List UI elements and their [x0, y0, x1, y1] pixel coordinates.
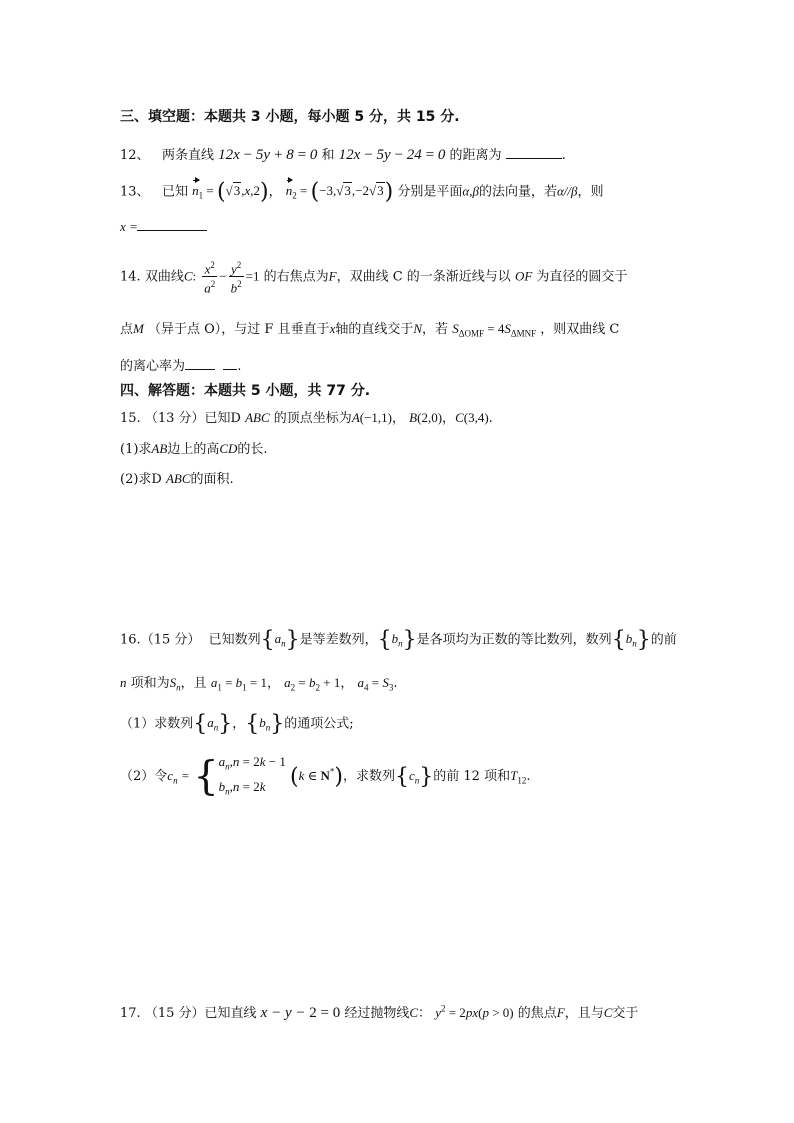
question-14-line-3: 的离心率为 . [120, 359, 242, 374]
section-3-heading: 三、填空题：本题共 3 小题，每小题 5 分，共 15 分. [120, 109, 460, 125]
question-16-number: 16. [120, 632, 141, 648]
question-13-answer-line: x = [120, 218, 207, 235]
question-15-part-1: (1)求AB边上的高CD的长. [120, 441, 268, 457]
question-13-number: 13、 [120, 184, 150, 200]
answer-blank-12[interactable] [506, 146, 562, 159]
question-13: 13、 已知 $n_1 = (√3,x,2)$， $n_2 = (-3,√3,-2√3)$ 分别是平面α,β的法向量，若α//β，则 [120, 180, 604, 205]
answer-blank-14[interactable] [185, 357, 215, 370]
answer-blank-13[interactable] [137, 218, 207, 231]
question-14: 14. 双曲线C: $\frac{x^2}{a^2}$ − $\frac{y^2}{b^2}$ =1 的右焦点为F，双曲线 C 的一条渐近线与以 OF 为直径的圆交于 [120, 260, 628, 296]
question-16-line-2: n 项和为$S_n$，且 $a_1 = b_1 = 1$， $a_2 = b_2 + 1$， $a_4 = S_3$. [120, 675, 398, 693]
question-12: 12、 两条直线 12x − 5y + 8 = 0 和 12x − 5y − 24 = 0 的距离为 . [120, 147, 566, 163]
question-15: 15. （13 分）已知D ABC 的顶点坐标为A(−1,1)， B(2,0)，C(3,4). [120, 410, 493, 426]
question-14-number: 14. [120, 269, 141, 285]
question-16-part-1: （1）求数列$\{a_n\}$，$\{b_n\}$的通项公式; [120, 712, 354, 737]
piecewise-cases: $a_n,n = 2k - 1$ $b_n,n = 2k$ [218, 754, 286, 797]
question-15-number: 15. [120, 411, 141, 426]
question-12-number: 12、 [120, 148, 150, 163]
question-15-part-2: (2)求D ABC的面积. [120, 471, 234, 487]
question-14-line-2: 点M （异于点 O），与过 F 且垂直于x轴的直线交于N，若 $S_{\Delta OMF} = 4S_{\Delta MNF}$ ，则双曲线 C [120, 321, 620, 339]
question-16: 16.（15 分） 已知数列$\{a_n\}$是等差数列，$\{b_n\}$是各项均为正数的等比数列，数列$\{b_n\}$的前 [120, 628, 677, 653]
question-16-part-2: （2）令$c_n$ = { $a_n,n = 2k - 1$ $b_n,n = 2k$ (k ∈ N*)，求数列$\{c_n\}$的前 12 项和$T_{12}$. [120, 753, 531, 800]
question-17-number: 17. [120, 1006, 141, 1021]
section-4-heading: 四、解答题：本题共 5 小题，共 77 分. [120, 383, 371, 399]
question-17: 17. （15 分）已知直线 x − y − 2 = 0 经过抛物线C： $y^2 = 2px(p > 0)$ 的焦点F，且与C交于 [120, 1003, 639, 1021]
